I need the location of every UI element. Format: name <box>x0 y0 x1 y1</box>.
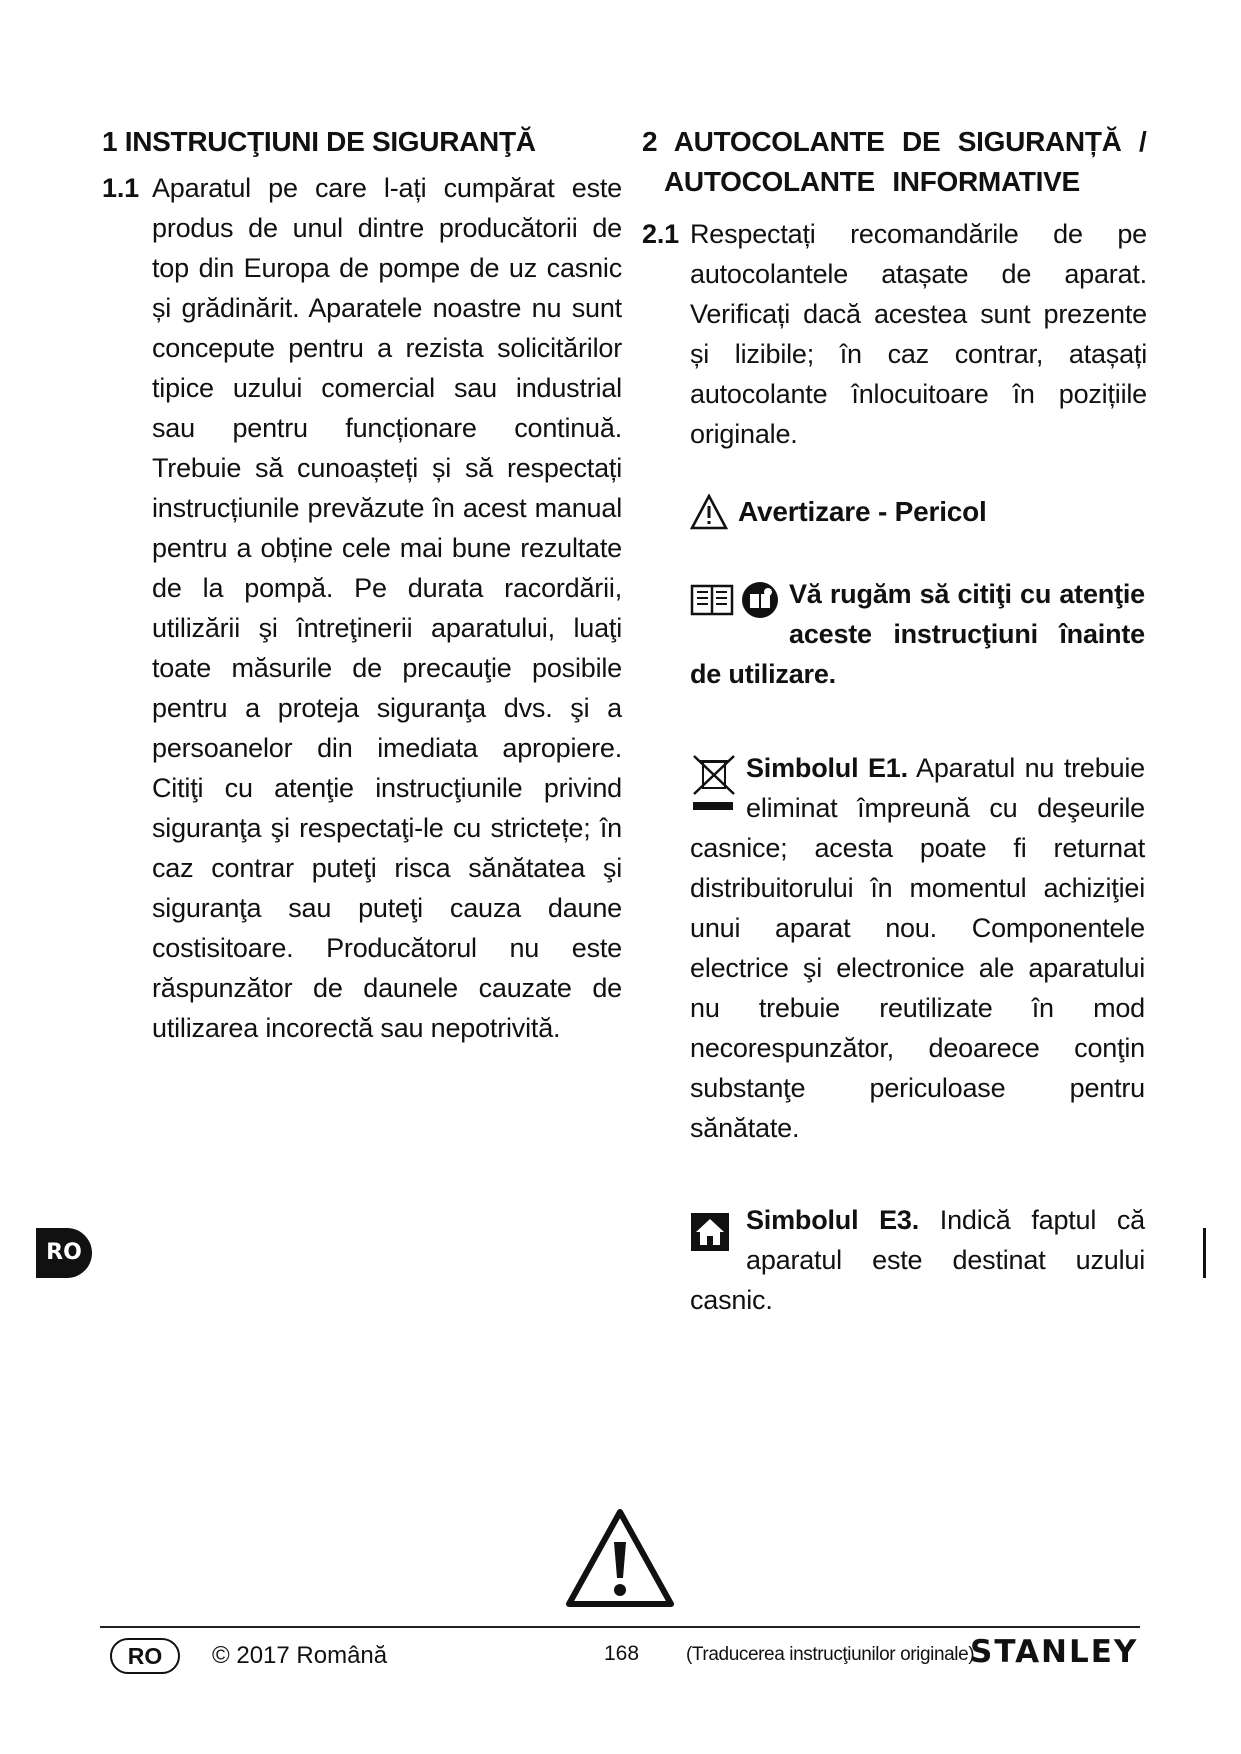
footer-divider <box>100 1626 1140 1628</box>
read-instructions-text: Vă rugăm să citiţi cu atenţie aceste instrucţiuni înainte de utilizare. <box>690 579 1145 689</box>
footer-page-number: 168 <box>604 1642 640 1665</box>
language-side-tab: RO <box>36 1228 92 1278</box>
house-icon <box>690 1212 730 1252</box>
read-icons-group <box>690 574 785 626</box>
right-margin-mark <box>1203 1228 1206 1278</box>
section2-heading <box>642 122 1147 202</box>
brand-logo: STANLEY <box>970 1634 1139 1670</box>
warning-triangle-icon <box>565 1508 675 1608</box>
symbol-e1-text: Aparatul nu trebuie eliminat împreună cu deşeurile casnice; acesta poate fi returnat distribuitorului în momentul achiziţiei unui aparat nou. Componentele electrice şi electronice ale aparatului nu trebuie reutilizate în mod necorespunzător, deoarece conţin substanţe periculoase pentru sănătate. <box>690 753 1145 1143</box>
read-instructions-row <box>690 574 1145 694</box>
paragraph-1-1 <box>102 168 622 1048</box>
section2-heading-line2: AUTOCOLANTE INFORMATIVE <box>664 166 1080 197</box>
section-safety-stickers <box>642 122 1147 454</box>
footer-copyright: © 2017 Română <box>212 1642 388 1669</box>
paragraph-number: 1.1 <box>102 173 139 203</box>
crossed-bin-icon <box>690 752 740 816</box>
symbol-e1-row <box>690 748 1145 1148</box>
paragraph-text: Respectați recomandările de pe autocolantele atașate de aparat. Verificați dacă acestea sunt prezente și lizibile; în caz contrar, atașați autocolante înlocuitoare în pozițiile originale. <box>690 219 1147 449</box>
symbol-e3-text: Indică faptul că aparatul este destinat uzului casnic. <box>690 1205 1145 1315</box>
section-safety-instructions <box>102 122 622 1048</box>
warning-triangle-icon <box>690 494 728 530</box>
read-manual-icon <box>740 580 780 620</box>
paragraph-text: Aparatul pe care l-ați cumpărat este produs de unul dintre producătorii de top din Europa de pompe de uz casnic și grădinărit. Aparatele noastre nu sunt concepute pentru a rezista solicitărilor tipice uzului comercial sau industrial sau pentru funcționare continuă. Trebuie să cunoașteți și să respectați instrucțiunile prevăzute în acest manual pentru a obține cele mai bune rezultate de la pompă. Pe durata racordării, utilizării şi întreţinerii aparatului, luaţi toate măsurile de precauţie posibile pentru a proteja siguranţa dvs. şi a persoanelor din imediata apropiere. Citiţi cu atenţie instrucţiunile privind siguranţa şi respectaţi-le cu strictețe; în caz contrar puteţi risca sănătatea şi siguranţa sau puteţi cauza daune costisitoare. Producătorul nu este răspunzător de daunele cauzate de utilizarea incorectă sau nepotrivită. <box>152 173 622 1043</box>
footer-translation-note: (Traducerea instrucţiunilor originale) <box>686 1644 975 1665</box>
manual-book-icon <box>690 582 734 618</box>
symbol-e3-row <box>690 1200 1145 1320</box>
symbol-e3-title: Simbolul E3. <box>746 1205 920 1235</box>
paragraph-2-1 <box>642 214 1147 454</box>
paragraph-number: 2.1 <box>642 219 679 249</box>
symbol-e1-title: Simbolul E1. <box>746 753 908 783</box>
section2-heading-line1: 2 AUTOCOLANTE DE SIGURANȚĂ / <box>642 126 1147 157</box>
section1-heading: 1 INSTRUCŢIUNI DE SIGURANŢĂ <box>102 126 536 157</box>
warning-danger-row <box>690 492 1145 532</box>
warning-label: Avertizare - Pericol <box>738 496 987 527</box>
footer-language-badge: RO <box>110 1638 180 1674</box>
